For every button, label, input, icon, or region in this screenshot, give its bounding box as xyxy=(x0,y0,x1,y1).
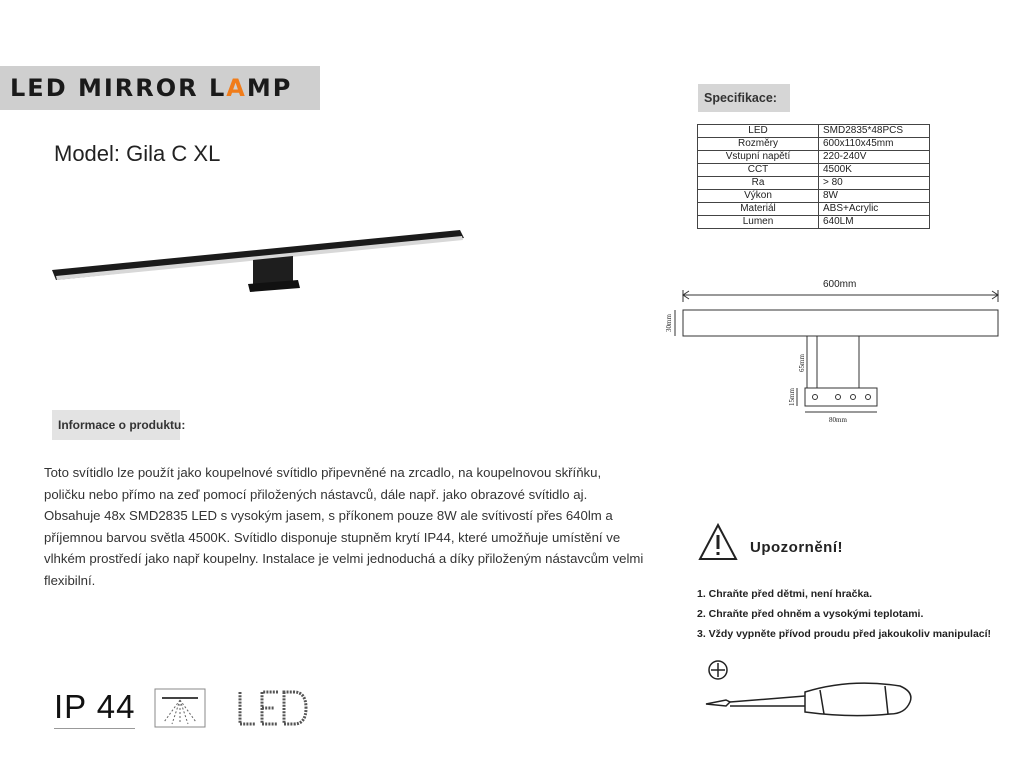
table-row xyxy=(698,216,930,229)
spec-value: 600x110x45mm xyxy=(819,138,930,151)
list-item: 3. Vždy vypněte přívod proudu před jakoukoliv manipulací! xyxy=(697,628,992,640)
ip-rating-badge: IP 44 xyxy=(54,688,135,729)
dim-height-label: 30mm xyxy=(665,314,673,332)
spec-value: 8W xyxy=(819,190,930,203)
brand-title xyxy=(0,66,320,110)
spec-key: CCT xyxy=(698,164,819,177)
dim-base-width-label: 80mm xyxy=(829,416,847,424)
screwdriver-icon xyxy=(700,656,920,726)
spec-value: 640LM xyxy=(819,216,930,229)
dim-base-height-label: 15mm xyxy=(788,388,796,406)
warning-list xyxy=(697,584,991,644)
dimension-drawing xyxy=(655,272,1000,432)
table-row xyxy=(698,164,930,177)
table-row xyxy=(698,203,930,216)
table-row xyxy=(698,190,930,203)
spec-value: SMD2835*48PCS xyxy=(819,125,930,138)
spec-value: 220-240V xyxy=(819,151,930,164)
dim-width-label: 600mm xyxy=(823,279,857,290)
spec-key: Lumen xyxy=(698,216,819,229)
spec-value: 4500K xyxy=(819,164,930,177)
list-item: 1. Chraňte před dětmi, není hračka. xyxy=(697,588,873,600)
spec-key: LED xyxy=(698,125,819,138)
model-label: Model: xyxy=(54,141,121,166)
warning-icon xyxy=(698,522,738,562)
table-row xyxy=(698,138,930,151)
brand-title-suffix: MP xyxy=(246,74,293,102)
led-logo-icon xyxy=(234,688,310,728)
table-row xyxy=(698,151,930,164)
spec-key: Ra xyxy=(698,177,819,190)
list-item: 2. Chraňte před ohněm a vysokými teplotami. xyxy=(697,608,924,620)
brand-title-prefix: LED MIRROR L xyxy=(10,74,227,102)
spec-value: > 80 xyxy=(819,177,930,190)
light-beam-icon xyxy=(154,688,206,728)
model-name: Gila C XL xyxy=(126,141,221,166)
spec-table xyxy=(697,124,930,229)
product-description: Toto svítidlo lze použít jako koupelnové svítidlo připevněné na zrcadlo, na koupelnovou skříňku, poličku nebo přímo na zeď pomocí přiložených nástavců, dále např. jako obrazové svítidlo aj. Obsahuje 48x SMD2835 LED s vysokým jasem, s příkonem pouze 8W ale svítivostí přes 640lm a příjemnou barvou světla 4500K. Svítidlo disponuje stupněm krytí IP44, které umožňuje umístění ve vlhkém prostředí jako např koupelny. Instalace je velmi jednoduchá a díky přiloženým nástavcům velmi flexibilní. xyxy=(44,465,644,588)
spec-key: Materiál xyxy=(698,203,819,216)
brand-title-accent: A xyxy=(226,74,247,102)
table-row xyxy=(698,177,930,190)
product-info-tag: Informace o produktu: xyxy=(52,410,180,440)
model-line xyxy=(54,141,220,167)
spec-value: ABS+Acrylic xyxy=(819,203,930,216)
table-row xyxy=(698,125,930,138)
spec-key: Výkon xyxy=(698,190,819,203)
spec-tag: Specifikace: xyxy=(698,84,790,112)
warning-title: Upozornění! xyxy=(750,539,843,556)
spec-key: Rozměry xyxy=(698,138,819,151)
spec-key: Vstupní napětí xyxy=(698,151,819,164)
lamp-product-image xyxy=(48,222,468,302)
dim-arm-label: 65mm xyxy=(798,354,806,372)
